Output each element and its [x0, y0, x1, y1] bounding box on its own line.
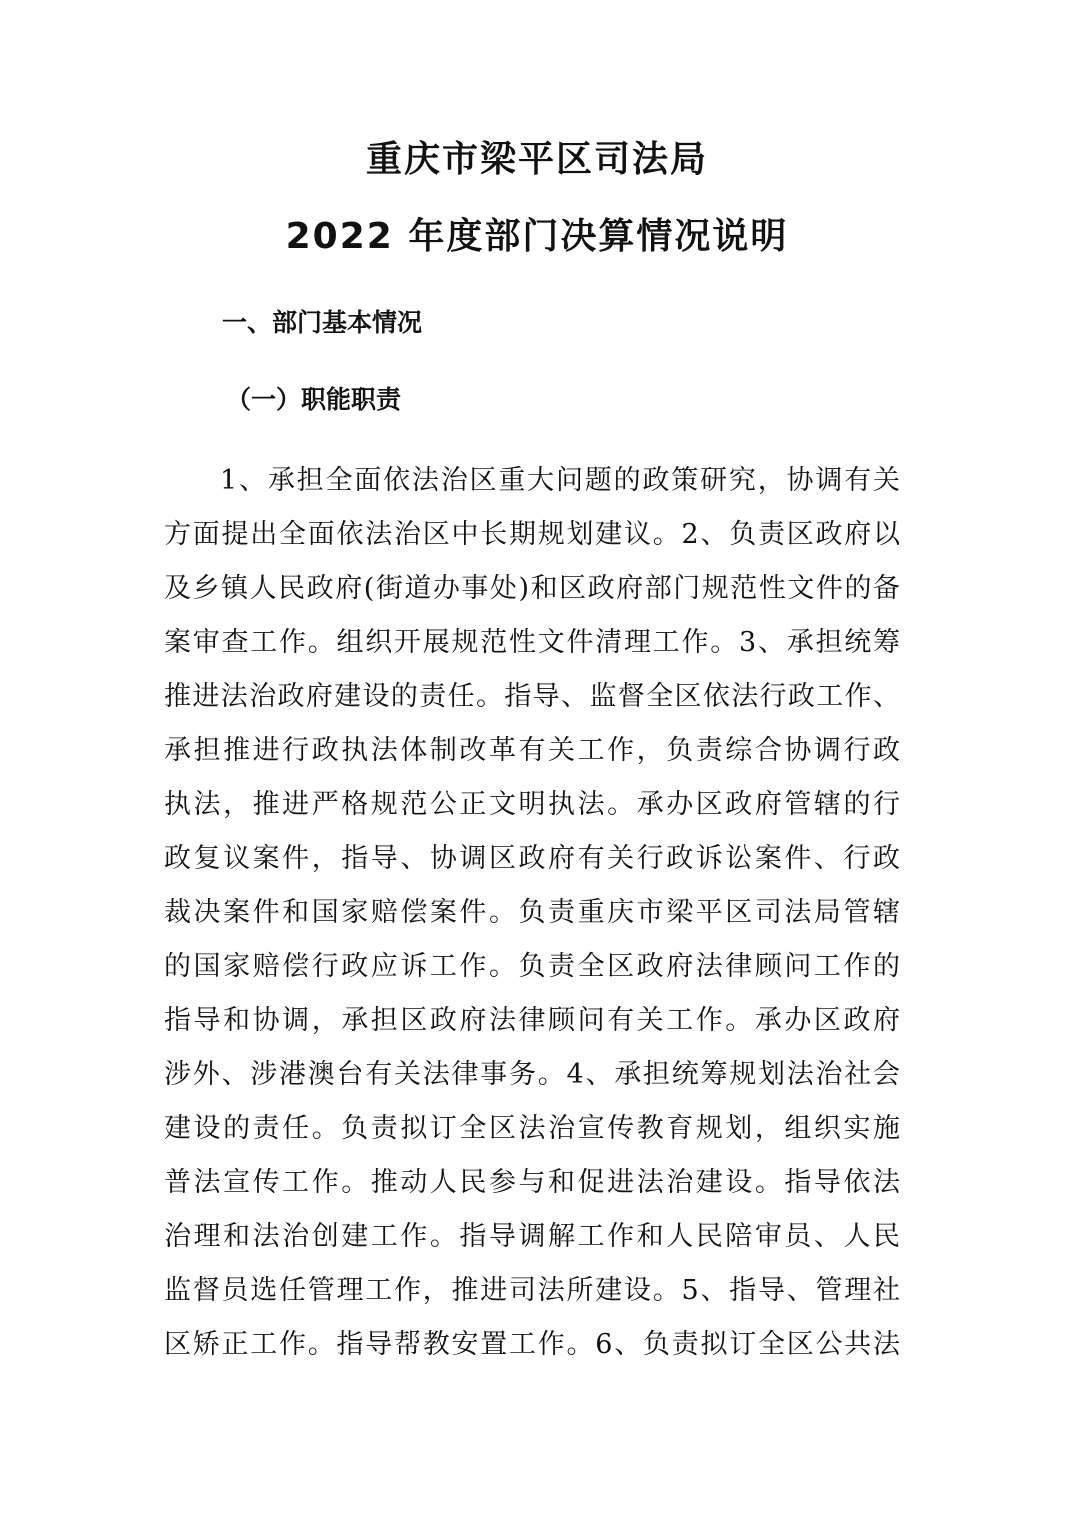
body-line: 裁决案件和国家赔偿案件。负责重庆市梁平区司法局管辖 [164, 897, 900, 928]
body-line: 监督员选任管理工作，推进司法所建设。5、指导、管理社 [164, 1275, 900, 1306]
body-line: 承担推进行政执法体制改革有关工作，负责综合协调行政 [164, 735, 900, 766]
body-line: 指导和协调，承担区政府法律顾问有关工作。承办区政府 [164, 1005, 900, 1036]
body-line: 方面提出全面依法治区中长期规划建议。2、负责区政府以 [164, 519, 900, 550]
subsection-heading: （一）职能职责 [226, 385, 402, 414]
body-line: 1、承担全面依法治区重大问题的政策研究，协调有关 [220, 465, 900, 496]
body-line: 推进法治政府建设的责任。指导、监督全区依法行政工作、 [164, 681, 900, 712]
body-line: 涉外、涉港澳台有关法律事务。4、承担统筹规划法治社会 [164, 1059, 900, 1090]
body-line: 案审查工作。组织开展规范性文件清理工作。3、承担统筹 [164, 627, 900, 658]
body-line: 执法，推进严格规范公正文明执法。承办区政府管辖的行 [164, 789, 900, 820]
body-line: 及乡镇人民政府(街道办事处)和区政府部门规范性文件的备 [164, 573, 900, 604]
body-line: 政复议案件，指导、协调区政府有关行政诉讼案件、行政 [164, 843, 900, 874]
document-title-report: 2022 年度部门决算情况说明 [285, 216, 789, 257]
body-line: 建设的责任。负责拟订全区法治宣传教育规划，组织实施 [164, 1113, 900, 1144]
section-heading: 一、部门基本情况 [222, 308, 423, 337]
body-line: 区矫正工作。指导帮教安置工作。6、负责拟订全区公共法 [164, 1329, 900, 1360]
body-line: 普法宣传工作。推动人民参与和促进法治建设。指导依法 [164, 1167, 900, 1198]
document-title-organization: 重庆市梁平区司法局 [365, 139, 708, 180]
body-line: 的国家赔偿行政应诉工作。负责全区政府法律顾问工作的 [164, 951, 900, 982]
body-line: 治理和法治创建工作。指导调解工作和人民陪审员、人民 [164, 1221, 900, 1252]
